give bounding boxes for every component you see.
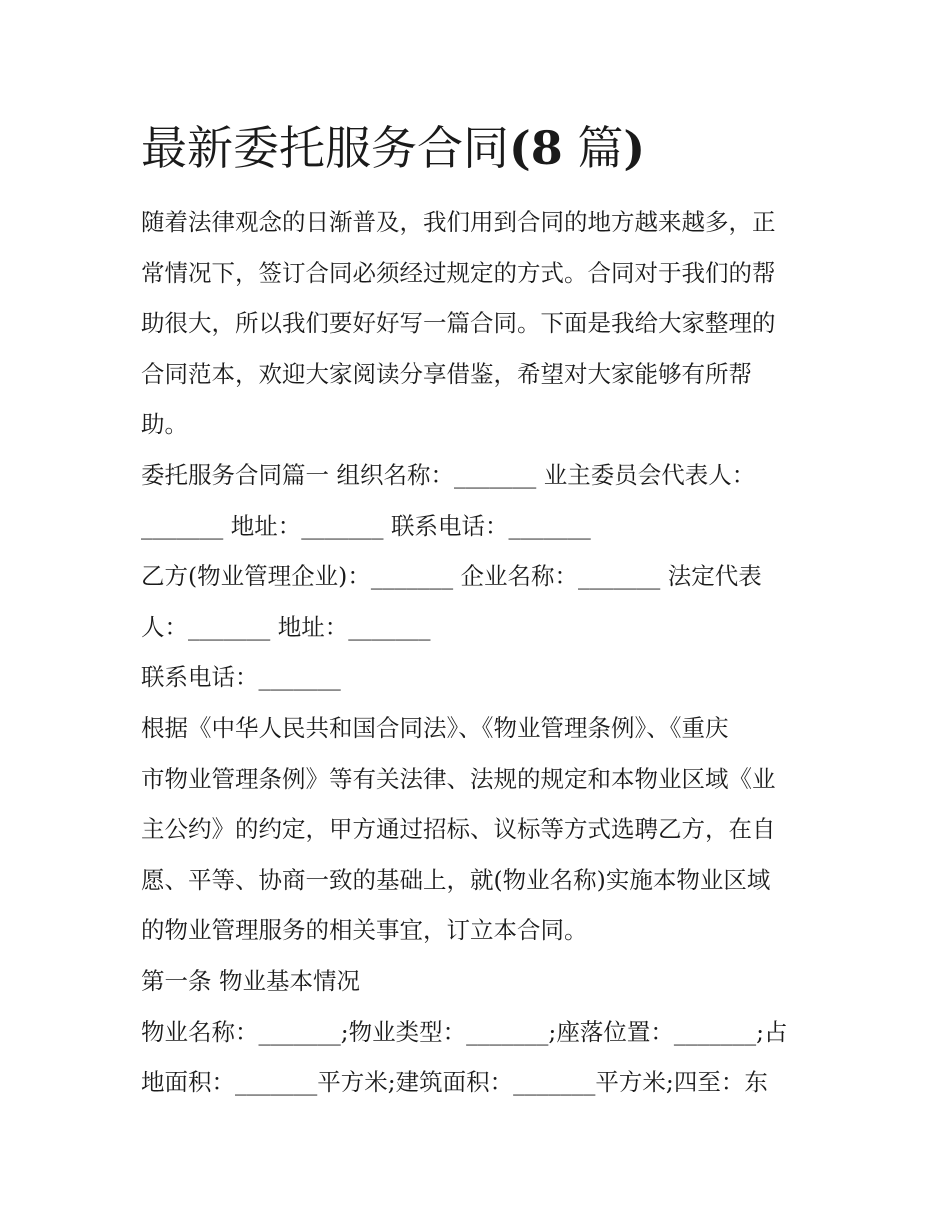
document-title <box>141 118 645 178</box>
title-close: ) <box>623 121 646 175</box>
body-line-13: 主公约》的约定，甲方通过招标、议标等方式选聘乙方，在自 <box>141 815 776 844</box>
title-pian: 篇 <box>577 121 624 175</box>
body-line-5: 助。 <box>141 410 188 439</box>
body-line-3: 助很大，所以我们要好好写一篇合同。下面是我给大家整理的 <box>141 309 776 338</box>
body-line-17: 物业名称：_______;物业类型：_______;座落位置：_______;占 <box>141 1017 788 1046</box>
body-line-1: 随着法律观念的日渐普及，我们用到合同的地方越来越多，正 <box>141 208 776 236</box>
body-line-10: 联系电话：_______ <box>141 663 341 692</box>
title-main: 最新委托服务合同 <box>141 121 509 175</box>
body-line-11: 根据《中华人民共和国合同法》、《物业管理条例》、《重庆 <box>141 713 729 742</box>
body-line-15: 的物业管理服务的相关事宜，订立本合同。 <box>141 916 588 945</box>
body-line-6: 委托服务合同篇一 组织名称：_______ 业主委员会代表人： <box>141 460 756 489</box>
document-body <box>141 197 816 1108</box>
body-line-12: 市物业管理条例》等有关法律、法规的规定和本物业区域《业 <box>141 764 776 793</box>
body-line-4: 合同范本，欢迎大家阅读分享借鉴，希望对大家能够有所帮 <box>141 359 752 388</box>
body-line-18: 地面积：_______平方米;建筑面积：_______平方米;四至：东 <box>141 1068 768 1097</box>
body-line-7: _______ 地址：_______ 联系电话：_______ <box>141 511 591 540</box>
body-line-14: 愿、平等、协商一致的基础上，就(物业名称)实施本物业区域 <box>141 865 771 894</box>
body-line-16: 第一条 物业基本情况 <box>141 966 360 995</box>
body-line-9: 人：_______ 地址：_______ <box>141 612 431 641</box>
body-line-8: 乙方(物业管理企业)：_______ 企业名称：_______ 法定代表 <box>141 562 762 591</box>
title-paren: (8 <box>509 121 563 175</box>
body-line-2: 常情况下，签订合同必须经过规定的方式。合同对于我们的帮 <box>141 258 776 287</box>
